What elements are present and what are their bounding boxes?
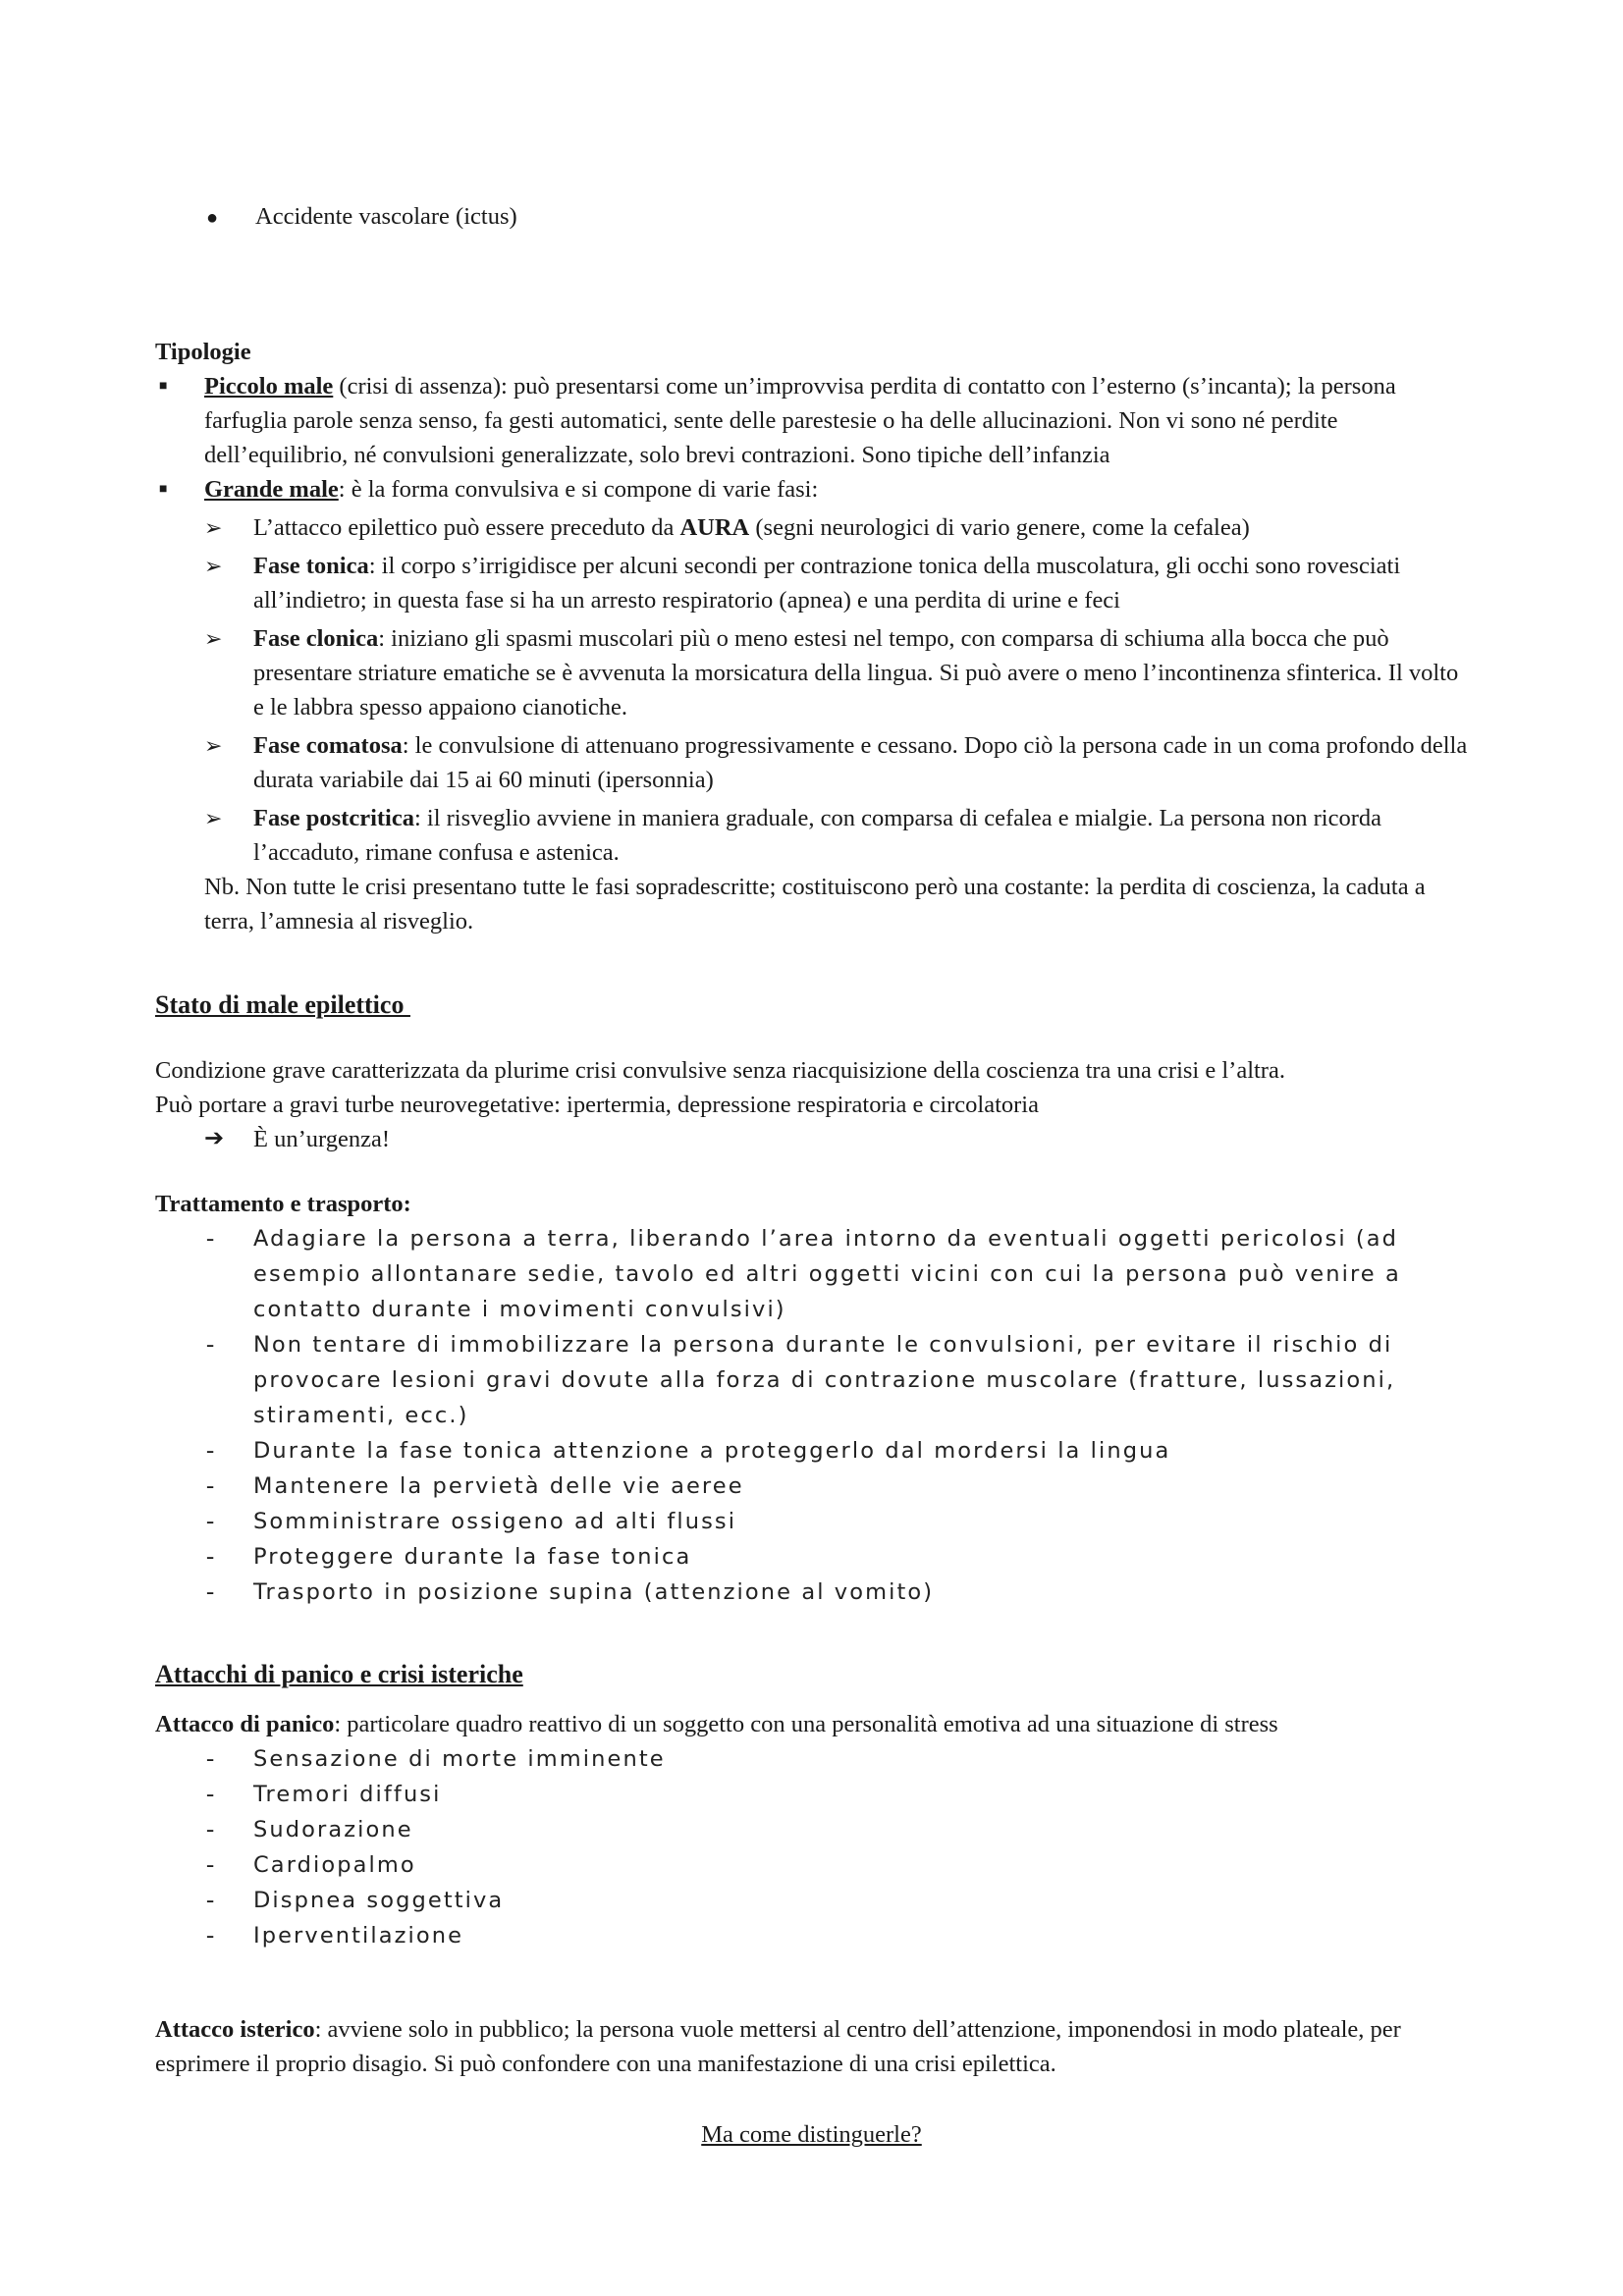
treatment-list — [155, 1221, 1471, 1610]
list-item-text: Adagiare la persona a terra, liberando l’area intorno da eventuali oggetti pericolosi (ad esempio allontanare sedie, tavolo ed altri oggetti vicini con cui la persona può venire a contatto durante i movimenti convulsivi) — [253, 1226, 1401, 1322]
list-item-text: Trasporto in posizione supina (attenzione al vomito) — [253, 1579, 935, 1605]
list-item — [155, 1539, 1471, 1575]
list-item — [155, 1327, 1471, 1433]
list-item-text: Tremori diffusi — [253, 1782, 442, 1807]
section-title: Attacchi di panico e crisi isteriche — [155, 1660, 523, 1688]
phase-item — [204, 621, 1471, 724]
term: AURA — [679, 514, 750, 541]
definition: : particolare quadro reattivo di un soggetto con una personalità emotiva ad una situazione di stress — [334, 1711, 1278, 1737]
definition: : è la forma convulsiva e si compone di varie fasi: — [338, 476, 819, 503]
list-item — [155, 1883, 1471, 1918]
list-item-text — [204, 369, 1471, 472]
list-item-text — [204, 472, 1471, 507]
term: Fase postcritica — [253, 805, 414, 831]
arrowhead-bullet-icon: ➢ — [204, 626, 223, 651]
phase-text — [253, 621, 1471, 724]
list-item-text: Somministrare ossigeno ad alti flussi — [253, 1509, 737, 1534]
list-item — [206, 199, 517, 236]
symptom-list — [155, 1741, 1471, 1953]
list-item — [204, 1122, 1471, 1156]
paragraph: Condizione grave caratterizzata da plurime crisi convulsive senza riacquisizione della coscienza tra una crisi e l’altra. — [155, 1057, 1285, 1084]
section-title: Stato di male epilettico — [155, 990, 410, 1019]
arrow-right-icon: ➔ — [204, 1126, 225, 1151]
bullet-icon: ● — [206, 207, 219, 229]
definition: : avviene solo in pubblico; la persona vuole mettersi al centro dell’attenzione, imponendosi in modo plateale, per esprimere il proprio disagio. Si può confondere con una manifestazione di una crisi epilettica. — [155, 2016, 1401, 2077]
dash-bullet-icon: - — [206, 1887, 215, 1913]
list-item-text: Durante la fase tonica attenzione a proteggerlo dal mordersi la lingua — [253, 1438, 1171, 1464]
section-isterico — [155, 2012, 1471, 2081]
list-item — [155, 1575, 1471, 1610]
list-item — [155, 1504, 1471, 1539]
phase-item — [204, 801, 1471, 870]
dash-bullet-icon: - — [206, 1225, 215, 1252]
term: Attacco isterico — [155, 2016, 315, 2043]
section-heading: Tipologie — [155, 339, 251, 365]
dash-bullet-icon: - — [206, 1922, 215, 1949]
dash-bullet-icon: - — [206, 1578, 215, 1605]
phase-text — [253, 549, 1471, 617]
list-item — [155, 472, 1471, 507]
list-item — [155, 1777, 1471, 1812]
list-item — [155, 1918, 1471, 1953]
list-item — [155, 1812, 1471, 1847]
dash-bullet-icon: - — [206, 1816, 215, 1842]
list-item — [155, 1468, 1471, 1504]
list-item-text: Sensazione di morte imminente — [253, 1746, 666, 1772]
section-stato — [155, 988, 1471, 1156]
section-panico — [155, 1657, 1471, 1953]
square-bullet-icon: ■ — [159, 379, 168, 394]
section-trattamento — [155, 1187, 1471, 1610]
arrowhead-bullet-icon: ➢ — [204, 554, 223, 578]
list-item-text: Mantenere la pervietà delle vie aeree — [253, 1473, 744, 1499]
note: Nb. Non tutte le crisi presentano tutte le fasi sopradescritte; costituiscono però una costante: la perdita di coscienza, la caduta a terra, l’amnesia al risveglio. — [204, 874, 1426, 934]
term: Fase comatosa — [253, 732, 403, 759]
list-item — [155, 1221, 1471, 1327]
list-item — [155, 369, 1471, 472]
dash-bullet-icon: - — [206, 1851, 215, 1878]
text: (segni neurologici di vario genere, come la cefalea) — [749, 514, 1250, 541]
phase-text — [253, 728, 1471, 797]
dash-bullet-icon: - — [206, 1543, 215, 1570]
list-item — [155, 1741, 1471, 1777]
dash-bullet-icon: - — [206, 1437, 215, 1464]
arrowhead-bullet-icon: ➢ — [204, 806, 223, 830]
phase-item — [204, 510, 1471, 545]
list-item-text: Accidente vascolare (ictus) — [255, 203, 517, 230]
list-item — [155, 1847, 1471, 1883]
list-item-text: Sudorazione — [253, 1817, 413, 1842]
dash-bullet-icon: - — [206, 1472, 215, 1499]
section-heading: Trattamento e trasporto: — [155, 1191, 411, 1217]
list-item-text: Cardiopalmo — [253, 1852, 416, 1878]
arrowhead-bullet-icon: ➢ — [204, 733, 223, 758]
closing-question: Ma come distinguerle? — [701, 2121, 922, 2148]
paragraph — [155, 1707, 1471, 1741]
paragraph: Può portare a gravi turbe neurovegetative: ipertermia, depressione respiratoria e circolatoria — [155, 1092, 1039, 1118]
phase-item — [204, 549, 1471, 617]
paragraph — [155, 2012, 1471, 2081]
text: : le convulsione di attenuano progressivamente e cessano. Dopo ciò la persona cade in un coma profondo della durata variabile dai 15 ai 60 minuti (ipersonnia) — [253, 732, 1468, 793]
phase-text — [253, 801, 1471, 870]
list-item-text: Proteggere durante la fase tonica — [253, 1544, 692, 1570]
definition: (crisi di assenza): può presentarsi come un’improvvisa perdita di contatto con l’esterno (s’incanta); la persona farfuglia parole senza senso, fa gesti automatici, sente delle parestesie o ha delle allucinazioni. Non vi sono né perdite dell’equilibrio, né convulsioni generalizzate, solo brevi contrazioni. Sono tipiche dell’infanzia — [204, 373, 1396, 468]
list-item-text: Iperventilazione — [253, 1923, 464, 1949]
dash-bullet-icon: - — [206, 1781, 215, 1807]
term: Piccolo male — [204, 373, 334, 400]
text: L’attacco epilettico può essere preceduto da — [253, 514, 680, 541]
term: Fase tonica — [253, 553, 369, 579]
dash-bullet-icon: - — [206, 1508, 215, 1534]
text: : il corpo s’irrigidisce per alcuni secondi per contrazione tonica della muscolatura, gli occhi sono rovesciati all’indietro; in questa fase si ha un arresto respiratorio (apnea) e una perdita di urine e feci — [253, 553, 1401, 614]
dash-bullet-icon: - — [206, 1331, 215, 1358]
term: Grande male — [204, 476, 339, 503]
list-item-text: Non tentare di immobilizzare la persona durante le convulsioni, per evitare il rischio di provocare lesioni gravi dovute alla forza di contrazione muscolare (fratture, lussazioni, stiramenti, ecc.) — [253, 1332, 1396, 1428]
phase-text — [253, 510, 1471, 545]
section-tipologie — [155, 335, 1471, 938]
term: Fase clonica — [253, 625, 379, 652]
arrowhead-bullet-icon: ➢ — [204, 515, 223, 540]
phase-item — [204, 728, 1471, 797]
dash-bullet-icon: - — [206, 1745, 215, 1772]
list-item — [155, 1433, 1471, 1468]
square-bullet-icon: ■ — [159, 482, 168, 497]
text: : il risveglio avviene in maniera graduale, con comparsa di cefalea e mialgie. La persona non ricorda l’accaduto, rimane confusa e astenica. — [253, 805, 1381, 866]
text: : iniziano gli spasmi muscolari più o meno estesi nel tempo, con comparsa di schiuma alla bocca che può presentare striature ematiche se è avvenuta la morsicatura della lingua. Si può avere o meno l’incontinenza sfinterica. Il volto e le labbra spesso appaiono cianotiche. — [253, 625, 1459, 721]
list-item-text: È un’urgenza! — [253, 1126, 390, 1152]
term: Attacco di panico — [155, 1711, 335, 1737]
list-item-text: Dispnea soggettiva — [253, 1888, 505, 1913]
